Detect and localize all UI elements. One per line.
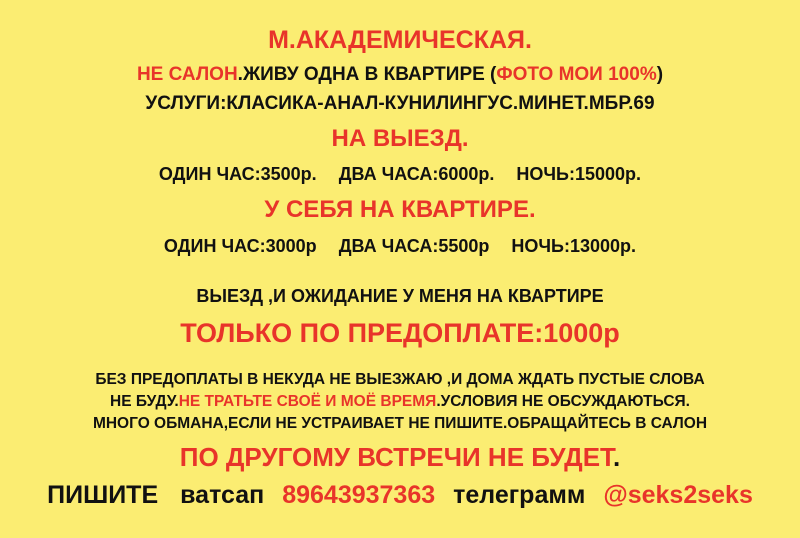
incall-two-hours-value: 5500р (438, 236, 490, 257)
photos-mine-text: ФОТО МОИ 100% (496, 63, 657, 85)
dont-waste-time-text: НЕ ТРАТЬТЕ СВОЁ И МОЁ ВРЕМЯ (178, 392, 437, 410)
not-salon-red-text: НЕ САЛОН (136, 63, 238, 85)
fine-print-line-1: БЕЗ ПРЕДОПЛАТЫ В НЕКУДА НЕ ВЫЕЗЖАЮ ,И ДОМА ЖДАТЬ ПУСТЫЕ СЛОВА (95, 370, 705, 388)
incall-night-label: НОЧЬ: (511, 236, 570, 257)
final-note-period: . (612, 442, 621, 473)
outcall-night-value: 15000р. (575, 163, 642, 184)
final-note-red-text: ПО ДРУГОМУ ВСТРЕЧИ НЕ БУДЕТ (179, 442, 613, 473)
incall-night-value: 13000р. (570, 236, 637, 257)
outcall-night-label: НОЧЬ: (516, 163, 575, 184)
prepayment-note: ТОЛЬКО ПО ПРЕДОПЛАТЕ:1000р (180, 317, 620, 348)
fine-print-2-suffix: .УСЛОВИЯ НЕ ОБСУЖДАЮТЬСЯ. (436, 392, 690, 410)
outcall-hour-label: ОДИН ЧАС: (158, 163, 261, 184)
contacts-row (47, 481, 753, 511)
telegram-label: телеграмм (453, 481, 586, 510)
incall-hour-value: 3000р (265, 236, 317, 257)
outcall-header: НА ВЫЕЗД. (331, 125, 469, 153)
incall-header: У СЕБЯ НА КВАРТИРЕ. (264, 195, 536, 223)
whatsapp-label: ватсап (180, 481, 265, 510)
fine-print-2-prefix: НЕ БУДУ. (110, 392, 179, 410)
incall-two-hours-label: ДВА ЧАСА: (338, 236, 439, 257)
not-salon-black-text: .ЖИВУ ОДНА В КВАРТИРЕ ( (237, 63, 497, 85)
phone-number[interactable]: 89643937363 (282, 481, 436, 510)
outcall-hour-value: 3500р. (260, 163, 317, 184)
waiting-note: ВЫЕЗД ,И ОЖИДАНИЕ У МЕНЯ НА КВАРТИРЕ (196, 286, 604, 307)
incall-hour-label: ОДИН ЧАС: (163, 236, 266, 257)
telegram-handle[interactable]: @seks2seks (603, 481, 753, 510)
services-line: УСЛУГИ:КЛАСИКА-АНАЛ-КУНИЛИНГУС.МИНЕТ.МБР.69 (145, 92, 655, 114)
final-note (180, 442, 620, 473)
outcall-prices-row (159, 164, 641, 185)
incall-prices-row (164, 236, 636, 257)
outcall-two-hours-label: ДВА ЧАСА: (338, 163, 439, 184)
not-salon-line (137, 64, 663, 86)
fine-print-line-2 (110, 393, 690, 411)
fine-print-line-3: МНОГО ОБМАНА,ЕСЛИ НЕ УСТРАИВАЕТ НЕ ПИШИТЕ.ОБРАЩАЙТЕСЬ В САЛОН (92, 415, 708, 433)
write-label: ПИШИТЕ (47, 481, 159, 510)
outcall-two-hours-value: 6000р. (438, 163, 495, 184)
ad-title: М.АКАДЕМИЧЕСКАЯ. (268, 26, 532, 54)
not-salon-closing-paren: ) (656, 63, 664, 85)
